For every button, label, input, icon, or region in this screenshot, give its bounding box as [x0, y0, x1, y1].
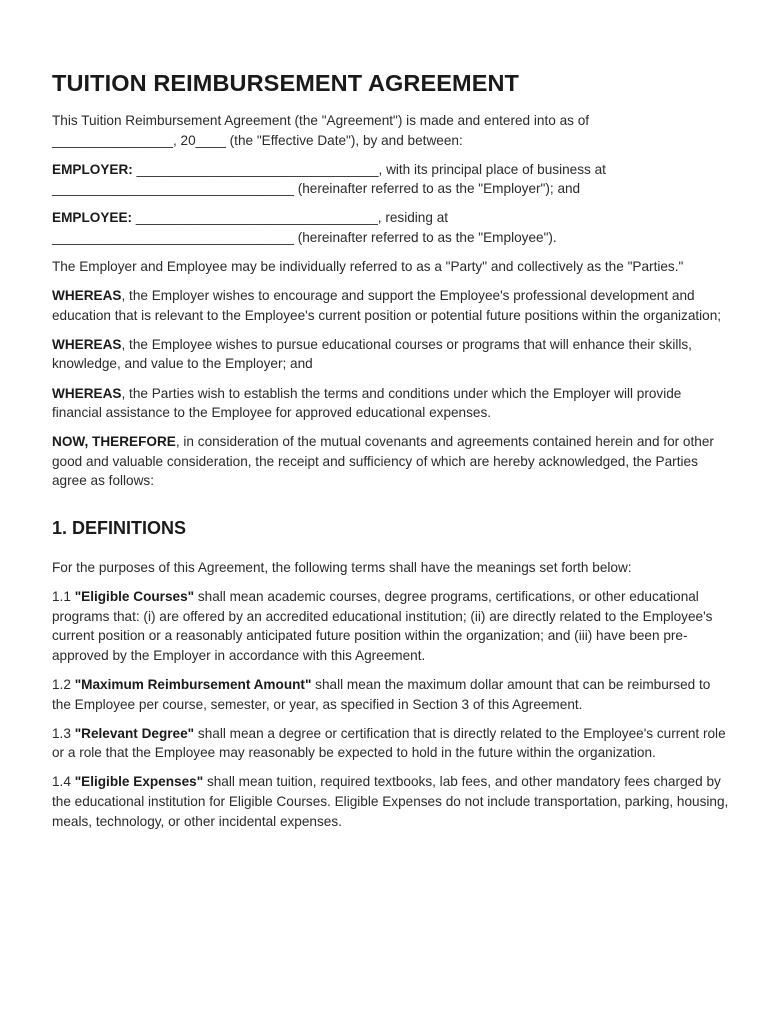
whereas-text: , the Employer wishes to encourage and support the Employee's professional development and education that is relevant to the Employee's current position or potential future positions within the organization;	[52, 288, 722, 323]
definition-term: "Eligible Courses"	[74, 589, 195, 605]
definition-number: 1.3	[52, 725, 75, 741]
definition-number: 1.2	[52, 676, 75, 692]
whereas-text: , the Employee wishes to pursue educational courses or programs that will enhance their skills, knowledge, and value to the Employer; and	[52, 336, 692, 372]
definition-term: "Maximum Reimbursement Amount"	[74, 676, 312, 692]
definition-item	[52, 724, 732, 763]
definition-text: shall mean academic courses, degree programs, certifications, or other educational programs that: (i) are offered by an accredited educational institution; (ii) are directly related to the Employee's current position or a reasonably anticipated future position within the organization; and (iii) have been pre-approved by the Employer in accordance with this Agreement.	[52, 589, 713, 663]
definition-text: shall mean tuition, required textbooks, lab fees, and other mandatory fees charged by the educational institution for Eligible Courses. Eligible Expenses do not include transportation, parking, housing, meals, technology, or other incidental expenses.	[52, 774, 729, 829]
whereas-paragraph-3	[52, 384, 732, 423]
definitions-intro: For the purposes of this Agreement, the following terms shall have the meanings set forth below:	[52, 560, 632, 575]
employee-paragraph	[52, 208, 732, 247]
whereas-paragraph-2	[52, 335, 732, 374]
whereas-paragraph-1	[52, 286, 732, 325]
intro-line-1: This Tuition Reimbursement Agreement (the "Agreement") is made and entered into as of	[52, 113, 590, 128]
now-therefore-paragraph	[52, 432, 732, 491]
now-therefore-keyword: NOW, THEREFORE	[52, 434, 176, 450]
employee-line-2: ________________________________ (hereinafter referred to as the "Employee").	[52, 229, 557, 245]
definition-item	[52, 587, 732, 665]
intro-paragraph	[52, 111, 732, 150]
definition-number: 1.1	[52, 589, 75, 605]
definition-item	[52, 772, 732, 831]
document-title: TUITION REIMBURSEMENT AGREEMENT	[52, 70, 520, 96]
definition-term: "Relevant Degree"	[74, 725, 195, 741]
employee-label: EMPLOYEE:	[52, 210, 133, 226]
whereas-keyword: WHEREAS	[52, 288, 122, 304]
intro-line-2: ________________, 20____ (the "Effective Date"), by and between:	[52, 132, 463, 148]
section-heading-definitions: 1. DEFINITIONS	[52, 518, 187, 538]
definition-term: "Eligible Expenses"	[74, 774, 204, 790]
employer-label: EMPLOYER:	[52, 161, 133, 177]
whereas-keyword: WHEREAS	[52, 385, 122, 401]
parties-paragraph: The Employer and Employee may be individually referred to as a "Party" and collectively as the "Parties."	[52, 259, 684, 275]
document-body	[52, 111, 732, 841]
employer-paragraph	[52, 160, 732, 199]
definition-text: shall mean the maximum dollar amount that can be reimbursed to the Employee per course, semester, or year, as specified in Section 3 of this Agreement.	[52, 676, 711, 712]
definition-text: shall mean a degree or certification that is directly related to the Employee's current role or a role that the Employee may reasonably be expected to hold in the future within the organization.	[52, 725, 726, 761]
whereas-keyword: WHEREAS	[52, 336, 122, 352]
definition-number: 1.4	[52, 774, 75, 790]
whereas-text: , the Parties wish to establish the terms and conditions under which the Employer will provide financial assistance to the Employee for approved educational expenses.	[52, 385, 682, 421]
definition-item	[52, 675, 732, 714]
employer-line-1: ________________________________, with its principal place of business at	[132, 161, 606, 177]
employer-line-2: ________________________________ (hereinafter referred to as the "Employer"); and	[52, 181, 581, 197]
employee-line-1: ________________________________, residing at	[132, 210, 449, 226]
now-therefore-text: , in consideration of the mutual covenants and agreements contained herein and for other good and valuable consideration, the receipt and sufficiency of which are hereby acknowledged, the Parties agree as follows:	[52, 434, 714, 489]
